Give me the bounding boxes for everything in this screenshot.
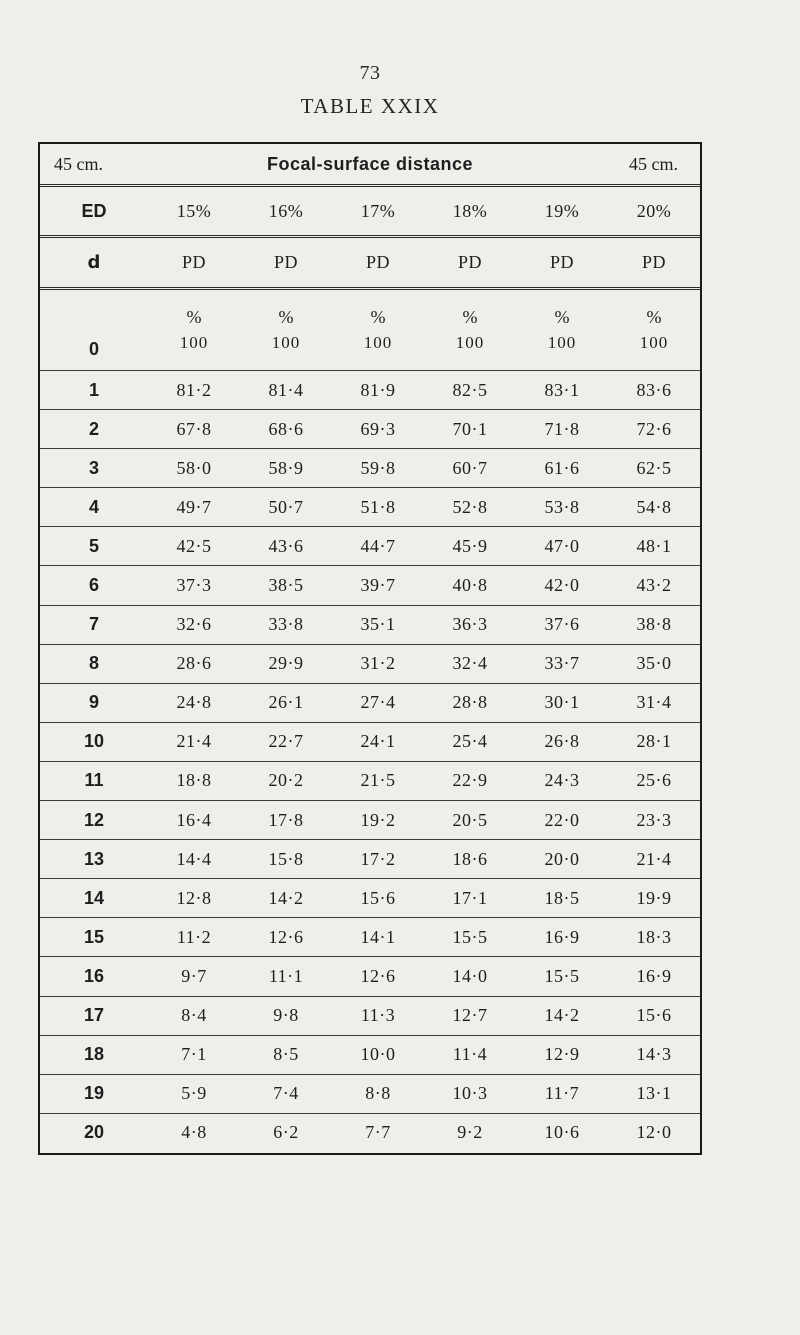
- table-cell: 21·5: [332, 761, 424, 800]
- table-cell: 37·6: [516, 605, 608, 644]
- table-cell: 15·6: [332, 879, 424, 918]
- table-cell: 67·8: [148, 410, 240, 449]
- table-cell: 15·8: [240, 840, 332, 879]
- percent-unit: %: [186, 307, 202, 327]
- table-cell: 44·7: [332, 527, 424, 566]
- table-cell: 5·9: [148, 1074, 240, 1113]
- table-cell: 17·2: [332, 840, 424, 879]
- ed-value: 19%: [516, 186, 608, 237]
- table-row: [40, 488, 700, 527]
- table-cell: 15·5: [424, 918, 516, 957]
- table-row: [40, 722, 700, 761]
- depth-dose-table: [40, 184, 700, 1152]
- table-cell: 14·3: [608, 1035, 700, 1074]
- row-label: 18: [40, 1035, 148, 1074]
- table-row: [40, 410, 700, 449]
- table-cell: 81·4: [240, 371, 332, 410]
- ed-row: [40, 186, 700, 237]
- table-cell: 4·8: [148, 1113, 240, 1152]
- percent-cell: [516, 289, 608, 371]
- row-label: 15: [40, 918, 148, 957]
- table-cell: 18·5: [516, 879, 608, 918]
- row-label: 13: [40, 840, 148, 879]
- table-cell: 11·7: [516, 1074, 608, 1113]
- table-cell: 9·8: [240, 996, 332, 1035]
- table-cell: 19·2: [332, 801, 424, 840]
- percent-unit: %: [646, 307, 662, 327]
- row-label: 5: [40, 527, 148, 566]
- percent-cell: [608, 289, 700, 371]
- table-cell: 35·1: [332, 605, 424, 644]
- ed-value: 16%: [240, 186, 332, 237]
- row-label: 1: [40, 371, 148, 410]
- table-cell: 22·9: [424, 761, 516, 800]
- row-label: 17: [40, 996, 148, 1035]
- ed-value: 20%: [608, 186, 700, 237]
- row-label: 20: [40, 1113, 148, 1152]
- table-cell: 53·8: [516, 488, 608, 527]
- table-cell: 51·8: [332, 488, 424, 527]
- table-title: TABLE XXIX: [300, 94, 440, 118]
- row-label: 14: [40, 879, 148, 918]
- table-cell: 29·9: [240, 644, 332, 683]
- table-cell: 14·2: [240, 879, 332, 918]
- table-cell: 17·8: [240, 801, 332, 840]
- table-cell: 81·9: [332, 371, 424, 410]
- table-row: [40, 840, 700, 879]
- table-cell: 23·3: [608, 801, 700, 840]
- table-cell: 11·4: [424, 1035, 516, 1074]
- table-cell: 38·5: [240, 566, 332, 605]
- row-label: 3: [40, 449, 148, 488]
- table-cell: 70·1: [424, 410, 516, 449]
- table-cell: 11·2: [148, 918, 240, 957]
- table-row: [40, 605, 700, 644]
- cell-value: 100: [363, 333, 393, 352]
- table-cell: 21·4: [608, 840, 700, 879]
- table-cell: 39·7: [332, 566, 424, 605]
- table-cell: 58·9: [240, 449, 332, 488]
- table-cell: 69·3: [332, 410, 424, 449]
- pd-header: PD: [148, 237, 240, 289]
- table-row: [40, 566, 700, 605]
- pd-header: PD: [240, 237, 332, 289]
- table-cell: 12·0: [608, 1113, 700, 1152]
- cell-value: 100: [455, 333, 485, 352]
- table-cell: 48·1: [608, 527, 700, 566]
- pd-header: PD: [424, 237, 516, 289]
- table-row: [40, 1074, 700, 1113]
- table-cell: 12·7: [424, 996, 516, 1035]
- table-cell: 6·2: [240, 1113, 332, 1152]
- table-row: [40, 1035, 700, 1074]
- row-label: 10: [40, 722, 148, 761]
- row-label: 16: [40, 957, 148, 996]
- table-cell: 43·6: [240, 527, 332, 566]
- percent-cell: [332, 289, 424, 371]
- ed-value: 15%: [148, 186, 240, 237]
- ed-value: 17%: [332, 186, 424, 237]
- table-cell: 20·0: [516, 840, 608, 879]
- table-row: [40, 957, 700, 996]
- table-cell: 71·8: [516, 410, 608, 449]
- table-cell: 81·2: [148, 371, 240, 410]
- table-cell: 20·5: [424, 801, 516, 840]
- table-cell: 10·0: [332, 1035, 424, 1074]
- table-row: [40, 996, 700, 1035]
- table-cell: 9·7: [148, 957, 240, 996]
- table-cell: 54·8: [608, 488, 700, 527]
- table-cell: 12·8: [148, 879, 240, 918]
- row-label: 8: [40, 644, 148, 683]
- percent-unit: %: [462, 307, 478, 327]
- table-cell: 37·3: [148, 566, 240, 605]
- table-cell: 60·7: [424, 449, 516, 488]
- table-cell: 15·6: [608, 996, 700, 1035]
- cell-value: 100: [547, 333, 577, 352]
- row-label: 0: [40, 289, 148, 371]
- table-cell: 13·1: [608, 1074, 700, 1113]
- table-cell: 15·5: [516, 957, 608, 996]
- table-cell: 8·4: [148, 996, 240, 1035]
- table-cell: 22·7: [240, 722, 332, 761]
- row-label: 9: [40, 683, 148, 722]
- table-cell: 7·1: [148, 1035, 240, 1074]
- table-cell: 31·4: [608, 683, 700, 722]
- table-cell: 26·8: [516, 722, 608, 761]
- table-cell: 52·8: [424, 488, 516, 527]
- table-cell: 17·1: [424, 879, 516, 918]
- table-cell: 14·4: [148, 840, 240, 879]
- table-cell: 24·3: [516, 761, 608, 800]
- table-cell: 11·1: [240, 957, 332, 996]
- table-row: [40, 449, 700, 488]
- data-table-frame: [38, 142, 702, 1155]
- table-cell: 16·9: [608, 957, 700, 996]
- table-cell: 11·3: [332, 996, 424, 1035]
- row-label: 6: [40, 566, 148, 605]
- page-number: 73: [359, 62, 381, 84]
- table-row: [40, 801, 700, 840]
- table-row: [40, 644, 700, 683]
- row-label: 11: [40, 761, 148, 800]
- table-cell: 24·8: [148, 683, 240, 722]
- table-cell: 32·4: [424, 644, 516, 683]
- table-cell: 59·8: [332, 449, 424, 488]
- table-row: [40, 527, 700, 566]
- row-label: 12: [40, 801, 148, 840]
- percent-cell: [148, 289, 240, 371]
- table-cell: 7·4: [240, 1074, 332, 1113]
- table-cell: 12·6: [332, 957, 424, 996]
- pd-header: PD: [516, 237, 608, 289]
- table-cell: 27·4: [332, 683, 424, 722]
- ed-value: 18%: [424, 186, 516, 237]
- table-cell: 72·6: [608, 410, 700, 449]
- table-cell: 25·4: [424, 722, 516, 761]
- table-cell: 31·2: [332, 644, 424, 683]
- percent-cell: [424, 289, 516, 371]
- table-cell: 16·9: [516, 918, 608, 957]
- table-cell: 83·6: [608, 371, 700, 410]
- percent-unit: %: [278, 307, 294, 327]
- percent-unit: %: [554, 307, 570, 327]
- depth-zero-row: [40, 289, 700, 371]
- table-row: [40, 1113, 700, 1152]
- table-cell: 28·8: [424, 683, 516, 722]
- header-left-label: 45 cm.: [54, 154, 103, 174]
- table-cell: 21·4: [148, 722, 240, 761]
- table-cell: 83·1: [516, 371, 608, 410]
- percent-unit: %: [370, 307, 386, 327]
- table-header-row: [40, 144, 700, 184]
- table-cell: 36·3: [424, 605, 516, 644]
- header-right-label: 45 cm.: [629, 154, 678, 174]
- table-cell: 33·8: [240, 605, 332, 644]
- d-row-label: d: [40, 237, 148, 289]
- pd-header: PD: [608, 237, 700, 289]
- table-cell: 8·8: [332, 1074, 424, 1113]
- table-cell: 82·5: [424, 371, 516, 410]
- table-cell: 22·0: [516, 801, 608, 840]
- table-cell: 26·1: [240, 683, 332, 722]
- cell-value: 100: [271, 333, 301, 352]
- row-label: 7: [40, 605, 148, 644]
- table-cell: 35·0: [608, 644, 700, 683]
- table-cell: 12·6: [240, 918, 332, 957]
- table-cell: 62·5: [608, 449, 700, 488]
- table-cell: 33·7: [516, 644, 608, 683]
- header-center-label: Focal-surface distance: [266, 154, 474, 174]
- table-cell: 9·2: [424, 1113, 516, 1152]
- table-cell: 43·2: [608, 566, 700, 605]
- cell-value: 100: [179, 333, 209, 352]
- table-cell: 14·0: [424, 957, 516, 996]
- table-cell: 45·9: [424, 527, 516, 566]
- table-cell: 50·7: [240, 488, 332, 527]
- d-row: [40, 237, 700, 289]
- table-cell: 38·8: [608, 605, 700, 644]
- percent-cell: [240, 289, 332, 371]
- table-cell: 7·7: [332, 1113, 424, 1152]
- table-cell: 42·0: [516, 566, 608, 605]
- table-cell: 10·6: [516, 1113, 608, 1152]
- table-cell: 8·5: [240, 1035, 332, 1074]
- table-cell: 24·1: [332, 722, 424, 761]
- table-cell: 18·6: [424, 840, 516, 879]
- row-label: 19: [40, 1074, 148, 1113]
- table-row: [40, 371, 700, 410]
- table-cell: 32·6: [148, 605, 240, 644]
- pd-header: PD: [332, 237, 424, 289]
- table-cell: 42·5: [148, 527, 240, 566]
- table-cell: 20·2: [240, 761, 332, 800]
- table-row: [40, 879, 700, 918]
- table-cell: 58·0: [148, 449, 240, 488]
- table-cell: 16·4: [148, 801, 240, 840]
- table-cell: 19·9: [608, 879, 700, 918]
- table-cell: 14·1: [332, 918, 424, 957]
- table-cell: 49·7: [148, 488, 240, 527]
- table-cell: 68·6: [240, 410, 332, 449]
- table-cell: 10·3: [424, 1074, 516, 1113]
- table-row: [40, 918, 700, 957]
- cell-value: 100: [639, 333, 669, 352]
- table-cell: 30·1: [516, 683, 608, 722]
- table-cell: 28·6: [148, 644, 240, 683]
- table-cell: 28·1: [608, 722, 700, 761]
- table-cell: 61·6: [516, 449, 608, 488]
- table-row: [40, 683, 700, 722]
- table-row: [40, 761, 700, 800]
- row-label: 2: [40, 410, 148, 449]
- row-label: 4: [40, 488, 148, 527]
- table-cell: 18·3: [608, 918, 700, 957]
- table-cell: 12·9: [516, 1035, 608, 1074]
- table-cell: 47·0: [516, 527, 608, 566]
- table-cell: 40·8: [424, 566, 516, 605]
- table-cell: 14·2: [516, 996, 608, 1035]
- table-cell: 25·6: [608, 761, 700, 800]
- table-cell: 18·8: [148, 761, 240, 800]
- ed-row-label: ED: [40, 186, 148, 237]
